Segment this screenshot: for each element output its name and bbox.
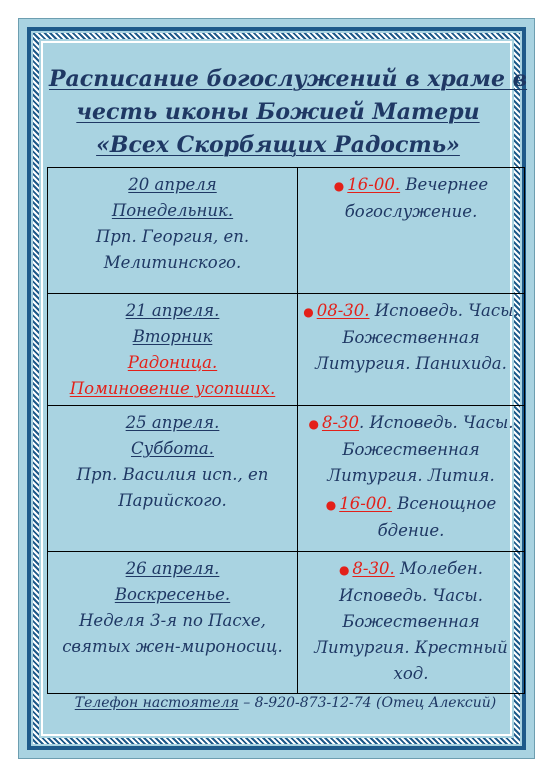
bullet-icon: ● [338, 563, 350, 577]
day-cell [48, 168, 298, 294]
day-cell [48, 552, 298, 694]
holiday-label: Радоница. [127, 353, 218, 372]
phone-label: Телефон настоятеля [74, 695, 239, 711]
service-text: Всенощное бдение. [377, 494, 497, 540]
services-cell [298, 168, 525, 294]
bullet-icon: ● [308, 417, 319, 431]
service-entry [302, 556, 520, 687]
day-cell [48, 406, 298, 552]
feast-line: Прп. Василия исп., еп [76, 465, 269, 484]
date-label: 20 апреля [128, 175, 217, 194]
service-text: Вечернее богослужение. [344, 175, 489, 221]
table-row [48, 294, 525, 406]
service-time: 8-30. [352, 559, 395, 578]
title-line-3: «Всех Скорбящих Радость» [96, 132, 460, 158]
holiday-label: Поминовение усопших. [69, 379, 276, 398]
weekday-label: Вторник [132, 327, 213, 346]
service-entry [302, 491, 520, 544]
service-text: . Исповедь. Часы. Божественная Литургия. Лития. [327, 413, 514, 485]
services-cell [298, 294, 525, 406]
title-line-2: честь иконы Божией Матери [76, 99, 480, 125]
date-label: 26 апреля. [125, 559, 220, 578]
feast-line: Неделя 3-я по Пасхе, [79, 611, 266, 630]
service-text: Молебен. Исповедь. Часы. Божественная Литургия. Крестный ход. [314, 559, 508, 683]
date-label: 21 апреля. [125, 301, 220, 320]
service-entry [302, 298, 520, 377]
contact-footer [47, 695, 524, 711]
weekday-label: Суббота. [131, 439, 214, 458]
service-text: Исповедь. Часы. Божественная Литургия. Панихида. [315, 301, 519, 373]
day-cell [48, 294, 298, 406]
services-cell [298, 406, 525, 552]
service-time: 16-00. [347, 175, 401, 194]
schedule-title [49, 63, 528, 162]
weekday-label: Воскресенье. [114, 585, 231, 604]
feast-line: святых жен-мироносиц. [62, 637, 283, 656]
feast-line: Парийского. [118, 491, 227, 510]
bullet-icon: ● [303, 305, 314, 319]
service-time: 08-30. [316, 301, 370, 320]
service-entry [302, 410, 520, 489]
service-time: 16-00. [339, 494, 393, 513]
phone-number[interactable]: 8-920-873-12-74 (Отец Алексий) [254, 695, 497, 711]
bullet-icon: ● [325, 498, 337, 512]
title-line-1: Расписание богослужений в храме в [49, 66, 528, 92]
weekday-label: Понедельник. [111, 201, 234, 220]
service-entry [302, 172, 520, 225]
date-label: 25 апреля. [125, 413, 220, 432]
feast-line: Мелитинского. [103, 253, 242, 272]
schedule-table [47, 167, 525, 694]
table-row [48, 406, 525, 552]
services-cell [298, 552, 525, 694]
poster-frame [18, 18, 535, 759]
feast-line: Прп. Георгия, еп. [95, 227, 250, 246]
bullet-icon: ● [333, 179, 345, 193]
table-row [48, 552, 525, 694]
phone-dash: – [238, 695, 255, 711]
service-time: 8-30 [321, 413, 360, 432]
table-row [48, 168, 525, 294]
